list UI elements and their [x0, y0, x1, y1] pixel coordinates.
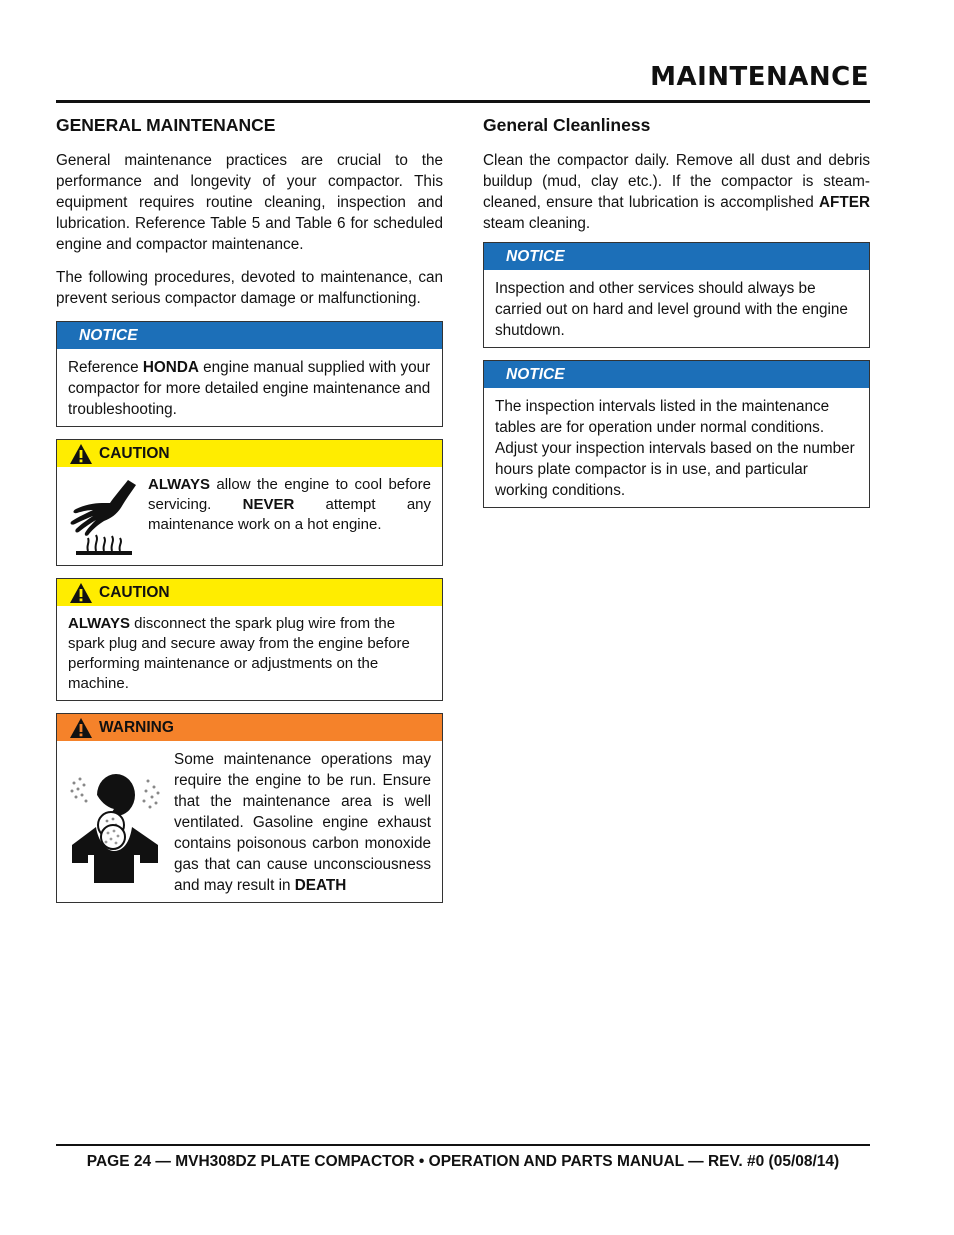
procedures-paragraph: The following procedures, devoted to maintenance, can prevent serious compactor damage or malfunctioning.: [56, 269, 443, 307]
notice-box-honda: [56, 321, 443, 427]
notice-text: Inspection and other services should always be carried out on hard and level ground with the engine shutdown.: [495, 280, 848, 339]
caution-body: [57, 467, 442, 565]
notice-body: [484, 270, 869, 347]
caution-box-hot-engine: [56, 439, 443, 566]
toxic-fumes-icon: [66, 763, 166, 883]
cleanliness-paragraph: [483, 150, 870, 234]
section-heading-general-maintenance: GENERAL MAINTENANCE: [56, 115, 276, 135]
notice-bold: HONDA: [142, 359, 199, 376]
cleanliness-bold-after: AFTER: [819, 194, 870, 211]
page-footer: PAGE 24 — MVH308DZ PLATE COMPACTOR • OPERATION AND PARTS MANUAL — REV. #0 (05/08/14): [86, 1153, 840, 1170]
caution-label: CAUTION: [99, 445, 170, 462]
hot-surface-hand-icon: [66, 475, 142, 555]
notice-header: NOTICE: [484, 243, 869, 270]
notice-body: [57, 349, 442, 426]
caution-label: CAUTION: [99, 584, 170, 601]
caution-header: [57, 579, 442, 606]
page-title: MAINTENANCE: [650, 62, 869, 92]
left-column: [56, 114, 443, 915]
warning-box-exhaust: [56, 713, 443, 903]
warning-bold-death: DEATH: [294, 877, 347, 894]
caution-body: [57, 606, 442, 700]
caution-bold-always: ALWAYS: [68, 615, 130, 632]
top-rule: [56, 100, 870, 103]
general-maintenance-paragraph: General maintenance practices are crucial to the performance and longevity of your compactor. This equipment requires routine cleaning, inspection and lubrication. Reference Table 5 and Table 6 for scheduled engine and compactor maintenance.: [56, 152, 443, 253]
warning-text: Some maintenance operations may require the engine to be run. Ensure that the maintenance area is well ventilated. Gasoline engine exhaust contains poisonous carbon monoxide gas that can cause unconsciousness and may result in: [174, 751, 431, 894]
caution-bold-never: NEVER: [242, 496, 295, 513]
notice-header: NOTICE: [484, 361, 869, 388]
notice-box-level-ground: [483, 242, 870, 348]
warning-triangle-icon: [69, 717, 93, 739]
cleanliness-text: Clean the compactor daily. Remove all dust and debris buildup (mud, clay etc.). If the compactor is steam-cleaned, ensure that lubrication is accomplished: [483, 152, 870, 211]
caution-text-rest: attempt any maintenance work on a hot engine.: [148, 496, 431, 533]
warning-triangle-icon: [69, 443, 93, 465]
caution-text: allow the engine to cool before servicing.: [148, 476, 431, 513]
notice-body: [484, 388, 869, 507]
warning-label: WARNING: [99, 719, 174, 736]
warning-body: [57, 741, 442, 902]
footer-rule: [56, 1144, 870, 1146]
notice-text-rest: engine manual supplied with your compactor for more detailed engine maintenance and troubleshooting.: [68, 359, 431, 418]
notice-box-inspection-intervals: [483, 360, 870, 508]
notice-text: Reference: [68, 359, 143, 376]
caution-box-spark-plug: [56, 578, 443, 701]
caution-bold-always: ALWAYS: [148, 476, 210, 493]
warning-triangle-icon: [69, 582, 93, 604]
notice-text: The inspection intervals listed in the maintenance tables are for operation under normal conditions. Adjust your inspection intervals based on the number hours plate compactor is in use, and particular working conditions.: [495, 398, 855, 499]
caution-header: [57, 440, 442, 467]
cleanliness-text-rest: steam cleaning.: [483, 215, 591, 232]
caution-text: disconnect the spark plug wire from the spark plug and secure away from the engine before performing maintenance or adjustments on the machine.: [68, 615, 410, 692]
section-heading-general-cleanliness: General Cleanliness: [483, 115, 651, 135]
notice-header: NOTICE: [57, 322, 442, 349]
warning-header: [57, 714, 442, 741]
right-column: [483, 114, 870, 520]
